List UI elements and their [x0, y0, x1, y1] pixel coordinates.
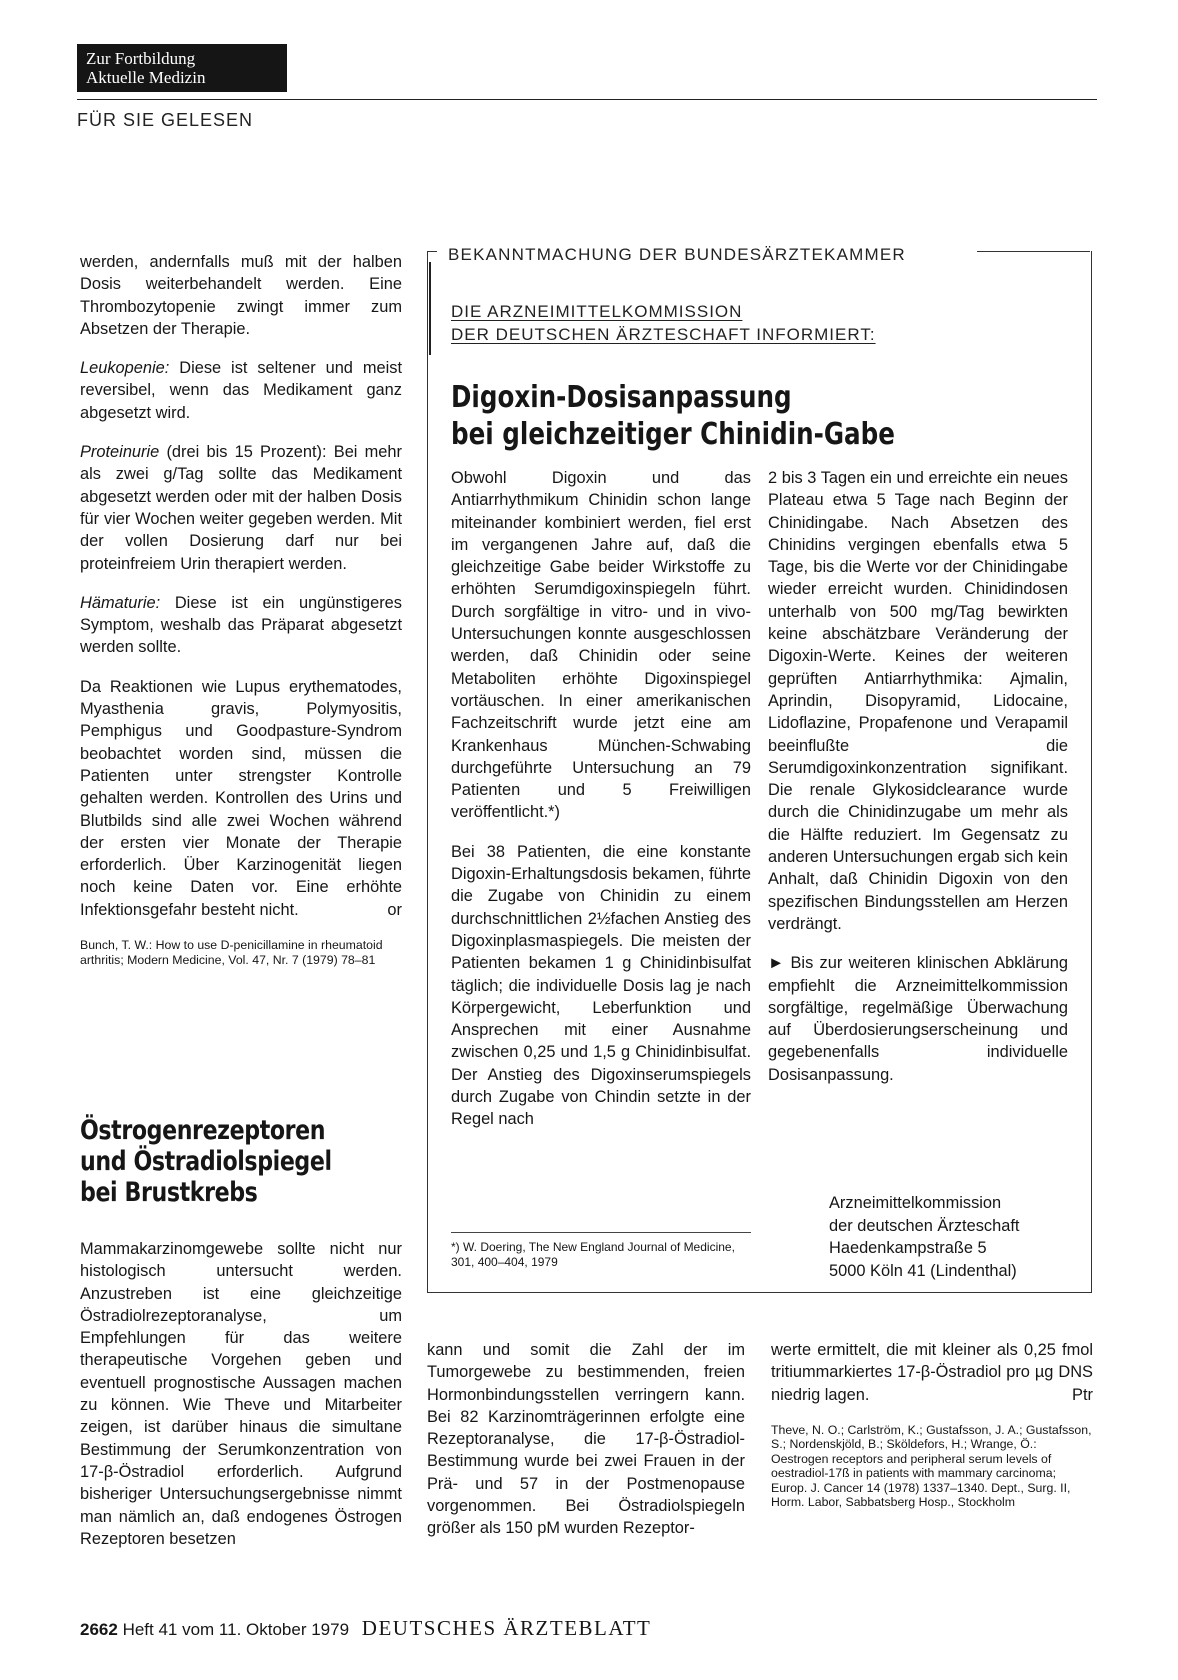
paragraph-digoxin-results: 2 bis 3 Tagen ein und erreichte ein neues Plateau etwa 5 Tage nach Beginn der Chinidingabe. Nach Absetzen des Chinidins vergingen ebenfalls etwa 5 Tage, bis die Werte vor der Chinidingabe wieder erreicht wurden. Chinidindosen unterhalb von 500 mg/Tag bewirkten keine abschätzbare Veränderung der Digoxin-Werte. Keines der weiteren geprüften Antiarrhythmika: Ajmalin, Aprindin, Disopyramid, Lidocaine, Lidoflazine, Propafenone und Verapamil beeinflußte die Serumdigoxinkonzentration signifikant. Die renale Glykosidclearance wurde durch die Chinidinzugabe um mehr als die Hälfte reduziert. Im Gegensatz zu anderen Untersuchungen ergab sich kein Anhalt, daß Chinidin Digoxin von den spezifischen Bindungsstellen am Herzen verdrängt.	[768, 469, 1068, 933]
paragraph-dosage: werden, andernfalls muß mit der halben Dosis weiterbehandelt werden. Eine Thrombozytopenie zwingt immer zum Absetzen der Therapie.	[80, 253, 402, 338]
paragraph-digoxin-study: Bei 38 Patienten, die eine konstante Digoxin-Erhaltungsdosis bekamen, führte die Zugabe von Chinidin zu einem durchschnittlichen 2½fachen Anstieg des Digoxinplasmaspiegels. Die meisten der Patienten bekamen 1 g Chinidinbisulfat täglich; die individuelle Dosis lag je nach Körpergewicht, Leberfunktion und Ansprechen mit einer Ausnahme zwischen 0,25 und 1,5 g Chinidinbisulfat. Der Anstieg des Digoxinserumspiegels durch Zugabe von Chindin setzte in der Regel nach	[451, 842, 751, 1129]
page-footer	[80, 1616, 651, 1641]
paragraph-rezeptoranalyse: kann und somit die Zahl der im Tumorgewebe zu bestimmenden, freien Hormonbindungsstellen verringern kann. Bei 82 Karzinomträgerinnen erfolgte eine Rezeptoranalyse, die 17-β-Östradiol-Bestimmung wurde bei zwei Frauen in der Prä- und 57 in der Postmenopause vorgenommen. Bei Östradiolspiegeln größer als 150 pM wurden Rezeptor-	[427, 1341, 745, 1538]
oestrogen-column-1	[80, 1238, 402, 1550]
box-top-rule-left	[427, 251, 437, 252]
article-title-digoxin: Digoxin-Dosisanpassung bei gleichzeitiger Chinidin-Gabe	[451, 380, 895, 452]
paragraph-leukopenie: Leukopenie: Diese ist seltener und meist reversibel, wenn das Medikament ganz abgesetzt wird.	[80, 359, 402, 422]
box-top-rule-right	[977, 251, 1090, 252]
paragraph-haematurie: Hämaturie: Diese ist ein ungünstigeres Symptom, weshalb das Präparat abgesetzt werden sollte.	[80, 593, 402, 657]
paragraph-digoxin-recommendation: ► Bis zur weiteren klinischen Abklärung empfiehlt die Arzneimittelkommission sorgfältige, regelmäßige Überwachung auf Überdosierungserscheinung und gegebenenfalls individuelle Dosisanpassung.	[768, 954, 1068, 1084]
paragraph-mammakarzinom: Mammakarzinomgewebe sollte nicht nur histologisch untersucht werden. Anzustreben ist eine gleichzeitige Östradiolrezeptoranalyse, um Empfehlungen für das weitere therapeutische Vorgehen geben und eventuell prognostische Aussagen machen zu können. Wie Theve und Mitarbeiter zeigen, ist darüber hinaus die simultane Bestimmung der Serumkonzentration von 17-β-Östradiol erforderlich. Aufgrund bisheriger Untersuchungsergebnisse nimmt man nämlich an, daß endogenes Östrogen Rezeptoren besetzen	[80, 1240, 402, 1548]
term-proteinurie: Proteinurie	[80, 443, 160, 462]
rubric-line-2: Aktuelle Medizin	[86, 68, 206, 87]
box-accent-bar	[429, 262, 431, 355]
oestrogen-column-2	[427, 1339, 745, 1540]
author-initials-ptr: Ptr	[1072, 1385, 1093, 1404]
announcement-kicker: BEKANNTMACHUNG DER BUNDESÄRZTEKAMMER	[448, 245, 906, 264]
term-leukopenie: Leukopenie:	[80, 359, 170, 378]
rubric-line-1: Zur Fortbildung	[86, 49, 196, 68]
digoxin-column-2	[768, 467, 1068, 1086]
paragraph-reaktionen: Da Reaktionen wie Lupus erythematodes, Myasthenia gravis, Polymyositis, Pemphigus und Goodpasture-Syndrom beobachtet worden sind, müssen die Patienten unter strengster Kontrolle gehalten werden. Kontrollen des Urins und Blutbilds sind alle zwei Wochen während der ersten vier Monate der Therapie erforderlich. Über Karzinogenität liegen noch keine Daten vor. Eine erhöhte Infektionsgefahr besteht nicht. or	[80, 676, 402, 921]
article-title-oestrogen: Östrogenrezeptoren und Östradiolspiegel bei Brustkrebs	[80, 1115, 332, 1208]
paragraph-proteinurie: Proteinurie (drei bis 15 Prozent): Bei mehr als zwei g/Tag sollte das Medikament abgesetzt werden oder mit der halben Dosis für vier Wochen weiter gegeben werden. Mit der vollen Dosierung darf nur bei proteinfreiem Urin therapiert werden.	[80, 443, 402, 573]
commission-address: Arzneimittelkommission der deutschen Ärzteschaft Haedenkampstraße 5 5000 Köln 41 (Lindenthal)	[829, 1194, 1020, 1280]
page-number: 2662	[80, 1620, 118, 1639]
footnote-doering: *) W. Doering, The New England Journal of Medicine, 301, 400–404, 1979	[451, 1240, 735, 1269]
footnote-rule	[451, 1232, 751, 1233]
paragraph-digoxin-intro: Obwohl Digoxin und das Antiarrhythmikum Chinidin schon lange miteinander kombiniert werden, fiel erst im vergangenen Jahre auf, daß die gleichzeitige Gabe beider Wirkstoffe zu erhöhten Serumdigoxinspiegeln führt. Durch sorgfältige in vitro- und in vivo-Untersuchungen konnte ausgeschlossen werden, daß Chinidin oder seine Metaboliten erhöhte Digoxinspiegel vortäuschen. In einer amerikanischen Fachzeitschrift wurde jetzt eine am Krankenhaus München-Schwabing durchgeführte Untersuchung an 79 Patienten und 5 Freiwilligen veröffentlicht.*)	[451, 469, 751, 822]
journal-name: DEUTSCHES ÄRZTEBLATT	[361, 1616, 652, 1640]
section-label: FÜR SIE GELESEN	[77, 110, 254, 130]
announcement-subkicker: DIE ARZNEIMITTELKOMMISSION DER DEUTSCHEN ÄRZTESCHAFT INFORMIERT:	[451, 302, 876, 344]
term-haematurie: Hämaturie:	[80, 593, 161, 612]
header-rule	[77, 99, 1097, 100]
reference-bunch: Bunch, T. W.: How to use D-penicillamine in rheumatoid arthritis; Modern Medicine, Vol. 47, Nr. 7 (1979) 78–81	[80, 938, 383, 967]
rubric-badge	[77, 44, 287, 92]
reference-theve: Theve, N. O.; Carlström, K.; Gustafsson, J. A.; Gustafsson, S.; Nordenskjöld, B.; Sköldefors, H.; Wrange, Ö.: Oestrogen receptors and peripheral serum levels of oestradiol-17ß in patients with mammary carcinoma; Europ. J. Cancer 14 (1978) 1337–1340. Dept., Surg. II, Horm. Labor, Sabbatsberg Hosp., Stockholm	[771, 1422, 1092, 1510]
issue-info: Heft 41 vom 11. Oktober 1979	[122, 1620, 350, 1639]
oestrogen-column-3	[771, 1339, 1093, 1527]
paragraph-rezeptorwerte: werte ermittelt, die mit kleiner als 0,25 fmol tritiummarkiertes 17-β-Östradiol pro µg DNS niedrig lagen. Ptr	[771, 1339, 1093, 1406]
digoxin-column-1	[451, 467, 751, 1131]
author-initials: or	[387, 900, 402, 919]
left-column	[80, 251, 402, 984]
